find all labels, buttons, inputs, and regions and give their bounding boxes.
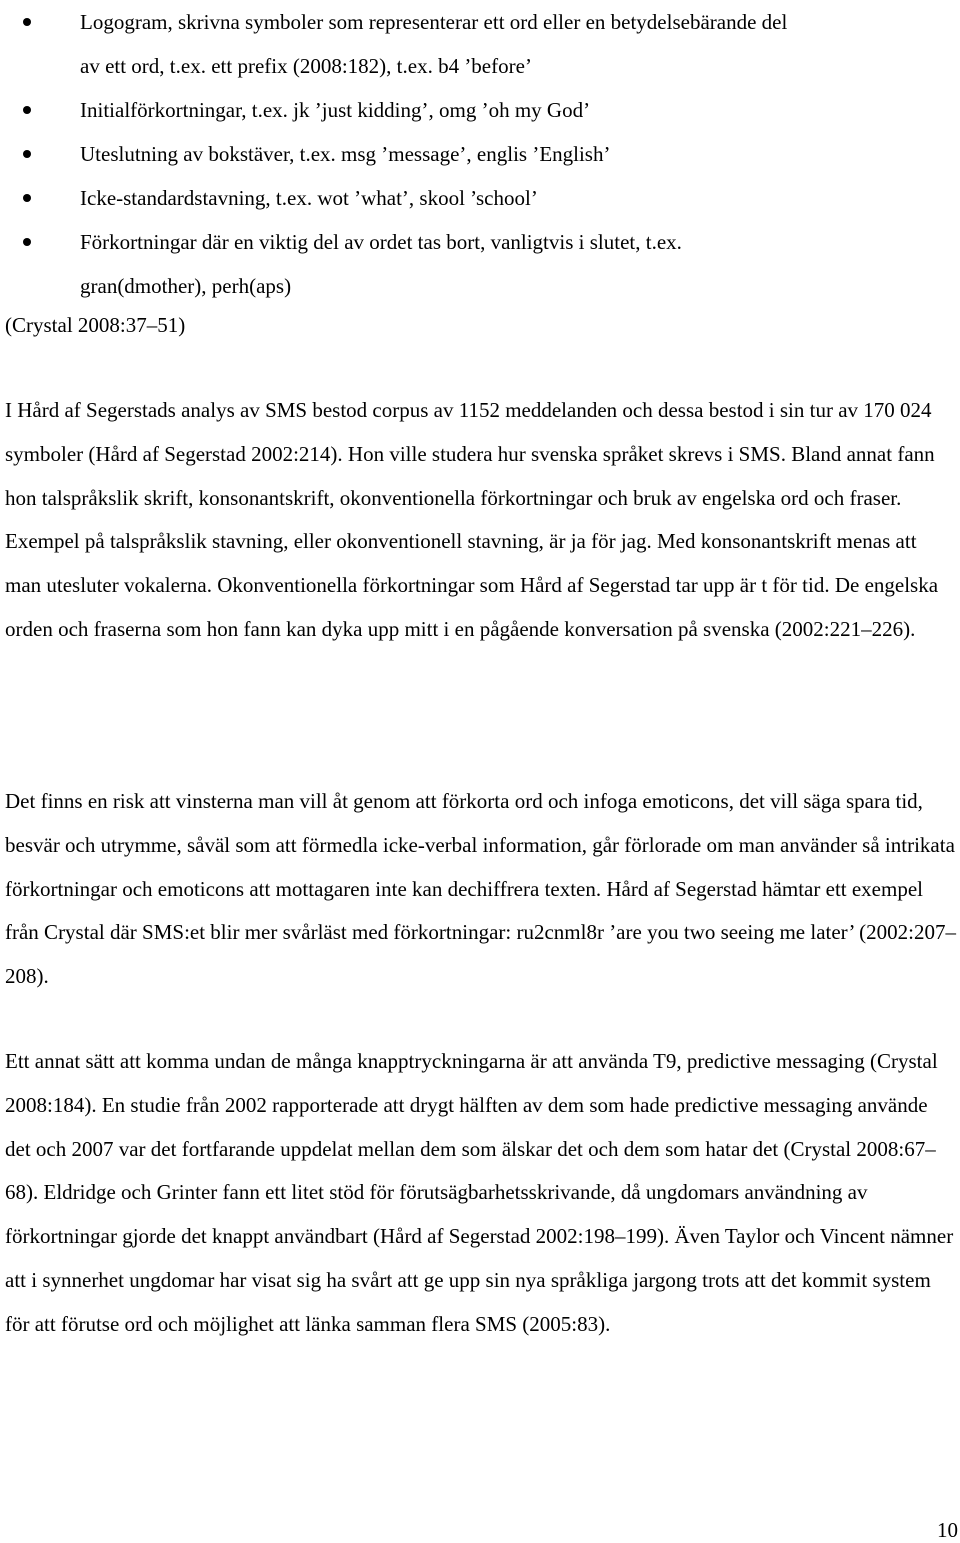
list-item [0,132,960,176]
bullet-icon [23,194,31,202]
list-item [0,88,960,132]
list-item [0,220,960,308]
bullet-icon [23,106,31,114]
list-item [0,176,960,220]
abbreviation-types-list [0,0,960,308]
list-item [0,0,960,88]
body-paragraph: Det finns en risk att vinsterna man vill åt genom att förkorta ord och infoga emoticons, det vill säga spara tid, besvär och utrymme, såväl som att förmedla icke-verbal information, går förlorade om man använder så intrikata förkortningar och emoticons att mottagaren inte kan dechiffrera texten. Hård af Segerstad hämtar ett exempel från Crystal där SMS:et blir mer svårläst med förkortningar: ru2cnml8r ’are you two seeing me later’ (2002:207–208). [5,789,956,989]
list-citation: (Crystal 2008:37–51) [5,313,186,337]
bullet-icon [23,150,31,158]
list-item-line: av ett ord, t.ex. ett prefix (2008:182), t.ex. b4 ’before’ [80,54,532,78]
list-item-line: Logogram, skrivna symboler som representerar ett ord eller en betydelsebärande del [80,10,788,34]
list-item-line: gran(dmother), perh(aps) [80,274,292,298]
page-number: 10 [937,1518,958,1542]
list-item-line: Initialförkortningar, t.ex. jk ’just kidding’, omg ’oh my God’ [80,98,591,122]
list-item-line: Icke-standardstavning, t.ex. wot ’what’, skool ’school’ [80,186,538,210]
body-paragraph: Ett annat sätt att komma undan de många knapptryckningarna är att använda T9, predictive messaging (Crystal 2008:184). En studie från 2002 rapporterade att drygt hälften av dem som hade predictive messaging använde det och 2007 var det fortfarande uppdelat mellan dem som älskar det och dem som hatar det (Crystal 2008:67–68). Eldridge och Grinter fann ett litet stöd för förutsägbarhetsskrivande, då ungdomars användning av förkortningar gjorde det knappt användbart (Hård af Segerstad 2002:198–199). Även Taylor och Vincent nämner att i synnerhet ungdomar har visat sig ha svårt att ge upp sin nya språkliga jargong trots att det kommit system för att förutse ord och möjlighet att länka samman flera SMS (2005:83). [5,1049,954,1336]
list-item-line: Uteslutning av bokstäver, t.ex. msg ’message’, englis ’English’ [80,142,611,166]
bullet-icon [23,238,31,246]
body-paragraph: I Hård af Segerstads analys av SMS bestod corpus av 1152 meddelanden och dessa bestod i sin tur av 170 024 symboler (Hård af Segerstad 2002:214). Hon ville studera hur svenska språket skrevs i SMS. Bland annat fann hon talspråkslik skrift, konsonantskrift, okonventionella förkortningar och bruk av engelska ord och fraser. Exempel på talspråkslik stavning, eller okonventionell stavning, är ja för jag. Med konsonantskrift menas att man utesluter vokalerna. Okonventionella förkortningar som Hård af Segerstad tar upp är t för tid. De engelska orden och fraserna som hon fann kan dyka upp mitt i en pågående konversation på svenska (2002:221–226). [5,398,939,641]
bullet-icon [23,18,31,26]
list-item-line: Förkortningar där en viktig del av ordet tas bort, vanligtvis i slutet, t.ex. [80,230,682,254]
